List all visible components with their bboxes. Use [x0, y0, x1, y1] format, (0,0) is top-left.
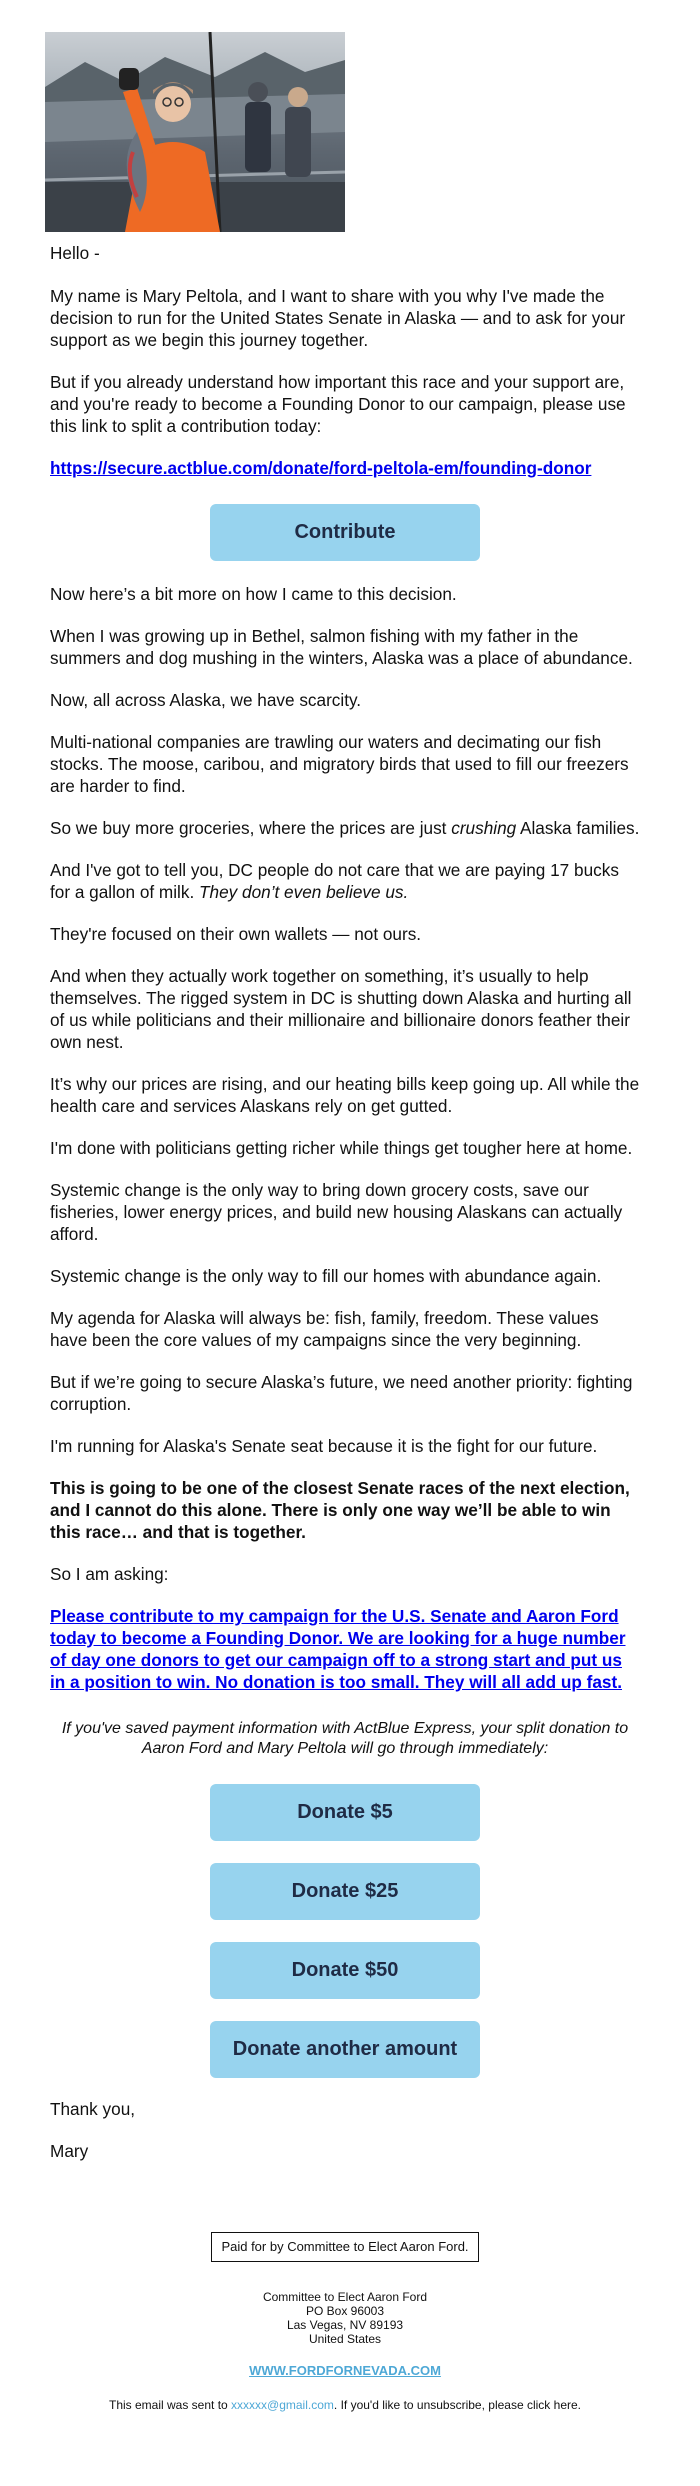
paragraph-agenda: My agenda for Alaska will always be: fish, family, freedom. These values have been the core values of my campaigns since the very beginning.: [50, 1308, 599, 1350]
founding-donor-link[interactable]: Please contribute to my campaign for the U.S. Senate and Aaron Ford today to become a Founding Donor. We are looking for a huge number of day one donors to get our campaign off to a strong start and put us in a position to win. No donation is too small. They will all add up fast.: [50, 1606, 626, 1692]
intro-paragraph-1: My name is Mary Peltola, and I want to share with you why I've made the decision to run for the United States Senate in Alaska — and to ask for your support as we begin this journey together.: [50, 286, 626, 350]
donate-other-button[interactable]: Donate another amount: [210, 2021, 480, 2078]
intro-paragraph-2: But if you already understand how important this race and your support are, and you're ready to become a Founding Donor to our campaign, please use this link to split a contribution today:: [50, 372, 626, 436]
contribute-button[interactable]: Contribute: [210, 504, 480, 561]
paragraph-wallets: They're focused on their own wallets — not ours.: [50, 924, 422, 944]
paragraph-scarcity: Now, all across Alaska, we have scarcity.: [50, 690, 362, 710]
paragraph-groceries: So we buy more groceries, where the prices are just crushing Alaska families.: [50, 818, 640, 838]
paragraph-prices: It’s why our prices are rising, and our heating bills keep going up. All while the health care and services Alaskans rely on get gutted.: [50, 1074, 640, 1116]
donate-5-button[interactable]: Donate $5: [210, 1784, 480, 1841]
paragraph-corruption: But if we’re going to secure Alaska’s future, we need another priority: fighting corruption.: [50, 1372, 633, 1414]
actblue-express-note: If you've saved payment information with ActBlue Express, your split donation to Aaron Ford and Mary Peltola will go through immediately:: [61, 1720, 629, 1757]
footer: [50, 2232, 640, 2412]
footer-address-line-4: United States: [308, 2332, 382, 2346]
footer-address-line-3: Las Vegas, NV 89193: [286, 2318, 404, 2332]
recipient-email: xxxxxx@gmail.com: [231, 2398, 334, 2412]
unsubscribe-line: This email was sent to xxxxxx@gmail.com. If you'd like to unsubscribe, please click here.: [108, 2398, 581, 2412]
paragraph-done: I'm done with politicians getting richer while things get tougher here at home.: [50, 1138, 633, 1158]
donate-50-button[interactable]: Donate $50: [210, 1942, 480, 1999]
paragraph-closest-race: This is going to be one of the closest Senate races of the next election, and I cannot do this alone. There is only one way we’ll be able to win this race… and that is together.: [50, 1478, 630, 1542]
email-body: [50, 32, 640, 2412]
website-link[interactable]: WWW.FORDFORNEVADA.COM: [249, 2363, 441, 2378]
paragraph-decision: Now here’s a bit more on how I came to this decision.: [50, 584, 457, 604]
paragraph-running: I'm running for Alaska's Senate seat because it is the fight for our future.: [50, 1436, 598, 1456]
greeting: Hello -: [50, 243, 100, 263]
paragraph-systemic-2: Systemic change is the only way to fill our homes with abundance again.: [50, 1266, 602, 1286]
donate-25-button[interactable]: Donate $25: [210, 1863, 480, 1920]
hero-photo: [45, 32, 345, 232]
signature: Mary: [50, 2141, 89, 2161]
paid-for-notice: Paid for by Committee to Elect Aaron Ford.: [211, 2232, 478, 2262]
paragraph-bethel: When I was growing up in Bethel, salmon fishing with my father in the summers and dog mushing in the winters, Alaska was a place of abundance.: [50, 626, 633, 668]
paragraph-trawling: Multi-national companies are trawling our waters and decimating our fish stocks. The moose, caribou, and migratory birds that used to fill our freezers are harder to find.: [50, 732, 629, 796]
closing: Thank you,: [50, 2099, 136, 2119]
paragraph-asking: So I am asking:: [50, 1564, 169, 1584]
footer-address-line-1: Committee to Elect Aaron Ford: [262, 2290, 428, 2304]
donate-url-link[interactable]: https://secure.actblue.com/donate/ford-peltola-em/founding-donor: [50, 458, 592, 478]
footer-address-line-2: PO Box 96003: [305, 2304, 385, 2318]
paragraph-systemic-1: Systemic change is the only way to bring down grocery costs, save our fisheries, lower energy prices, and build new housing Alaskans can actually afford.: [50, 1180, 623, 1244]
paragraph-rigged-system: And when they actually work together on something, it’s usually to help themselves. The rigged system in DC is shutting down Alaska and hurting all of us while politicians and their millionaire and billionaire donors feather their own nest.: [50, 966, 632, 1052]
paragraph-milk: And I've got to tell you, DC people do not care that we are paying 17 bucks for a gallon of milk. They don’t even believe us.: [50, 860, 619, 902]
